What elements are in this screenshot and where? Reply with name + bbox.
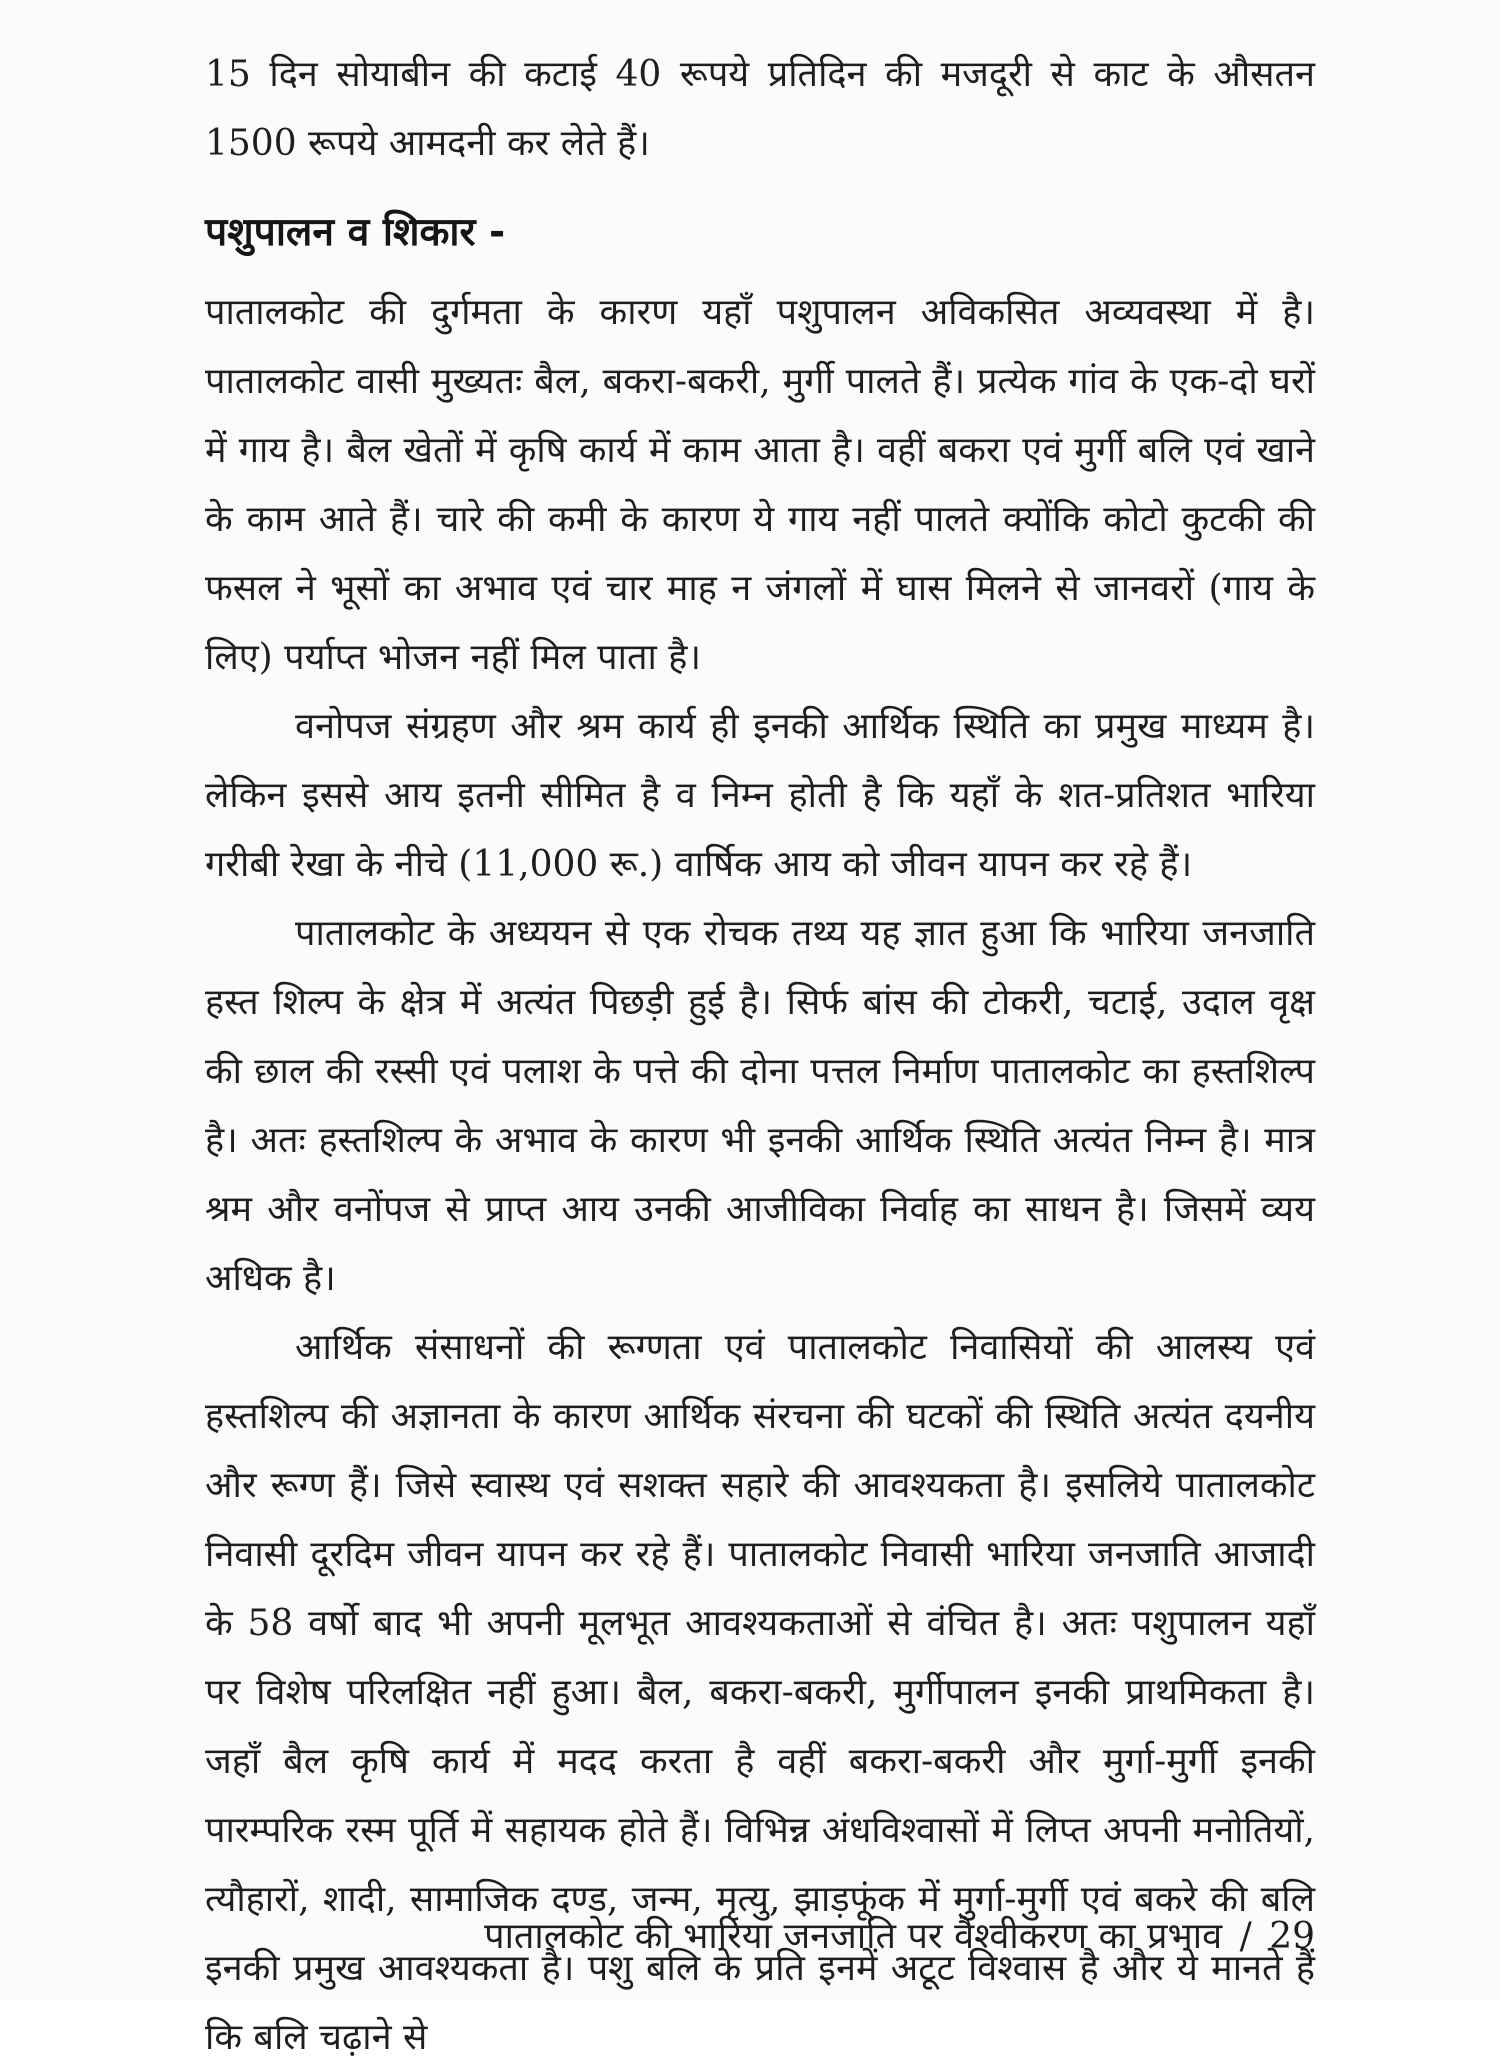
page-body: [205, 40, 1315, 2072]
section-heading: पशुपालन व शिकार -: [205, 210, 506, 255]
paragraph-forest-produce-income: वनोपज संग्रहण और श्रम कार्य ही इनकी आर्थिक स्थिति का प्रमुख माध्यम है। लेकिन इससे आय इतनी सीमित है व निम्न होती है कि यहाँ के शत-प्रतिशत भारिया गरीबी रेखा के नीचे (11,000 रू.) वार्षिक आय को जीवन यापन कर रहे हैं।: [205, 706, 1315, 885]
page-number: 29: [1269, 1916, 1315, 1957]
paragraph-handicraft: पातालकोट के अध्ययन से एक रोचक तथ्य यह ज्ञात हुआ कि भारिया जनजाति हस्त शिल्प के क्षेत्र में अत्यंत पिछड़ी हुई है। सिर्फ बांस की टोकरी, चटाई, उदाल वृक्ष की छाल की रस्सी एवं पलाश के पत्ते की दोना पत्तल निर्माण पातालकोट का हस्तशिल्प है। अतः हस्तशिल्प के अभाव के कारण भी इनकी आर्थिक स्थिति अत्यंत निम्न है। मात्र श्रम और वनोंपज से प्राप्त आय उनकी आजीविका निर्वाह का साधन है। जिसमें व्यय अधिक है।: [205, 913, 1315, 1299]
paragraph-economic-resources: आर्थिक संसाधनों की रूग्णता एवं पातालकोट निवासियों की आलस्य एवं हस्तशिल्प की अज्ञानता के कारण आर्थिक संरचना की घटकों की स्थिति अत्यंत दयनीय और रूग्ण हैं। जिसे स्वास्थ एवं सशक्त सहारे की आवश्यकता है। इसलिये पातालकोट निवासी दूरदिम जीवन यापन कर रहे हैं। पातालकोट निवासी भारिया जनजाति आजादी के 58 वर्षो बाद भी अपनी मूलभूत आवश्यकताओं से वंचित है। अतः पशुपालन यहाँ पर विशेष परिलक्षित नहीं हुआ। बैल, बकरा-बकरी, मुर्गीपालन इनकी प्राथमिकता है। जहाँ बैल कृषि कार्य में मदद करता है वहीं बकरा-बकरी और मुर्गा-मुर्गी इनकी पारम्परिक रस्म पूर्ति में सहायक होते हैं। विभिन्न अंधविश्वासों में लिप्त अपनी मनोतियों, त्यौहारों, शादी, सामाजिक दण्ड, जन्म, मृत्यु, झाड़फूंक में मुर्गा-मुर्गी एवं बकरे की बलि इनकी प्रमुख आवश्यकता है। पशु बलि के प्रति इनमें अटूट विश्वास है और ये मानते हैं कि बलि चढ़ाने से: [205, 1327, 1315, 2058]
page-footer: [205, 1912, 1315, 1962]
intro-paragraph: 15 दिन सोयाबीन की कटाई 40 रूपये प्रतिदिन की मजदूरी से काट के औसतन 1500 रूपये आमदनी कर लेते हैं।: [205, 54, 1315, 164]
footer-separator: /: [1239, 1916, 1252, 1957]
paragraph-livestock-overview: पातालकोट की दुर्गमता के कारण यहाँ पशुपालन अविकसित अव्यवस्था में है। पातालकोट वासी मुख्यतः बैल, बकरा-बकरी, मुर्गी पालते हैं। प्रत्येक गांव के एक-दो घरों में गाय है। बैल खेतों में कृषि कार्य में काम आता है। वहीं बकरा एवं मुर्गी बलि एवं खाने के काम आते हैं। चारे की कमी के कारण ये गाय नहीं पालते क्योंकि कोटो कुटकी की फसल ने भूसों का अभाव एवं चार माह न जंगलों में घास मिलने से जानवरों (गाय के लिए) पर्याप्त भोजन नहीं मिल पाता है।: [205, 292, 1316, 678]
running-title: पातालकोट की भारिया जनजाति पर वैश्वीकरण का प्रभाव: [484, 1916, 1223, 1957]
